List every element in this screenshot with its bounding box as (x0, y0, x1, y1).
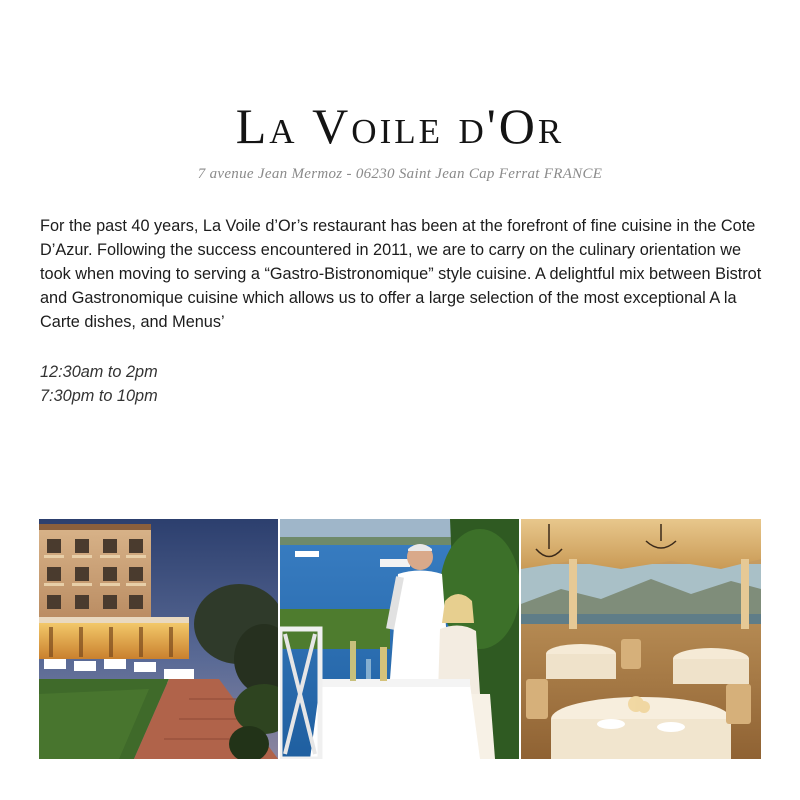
chef-guest-photo (280, 519, 519, 759)
lunch-hours: 12:30am to 2pm (40, 363, 158, 381)
hotel-exterior-photo (39, 519, 278, 759)
address: 7 avenue Jean Mermoz - 06230 Saint Jean Cap Ferrat FRANCE (197, 166, 603, 182)
dinner-hours: 7:30pm to 10pm (40, 387, 158, 405)
photo-strip (39, 519, 761, 759)
restaurant-title: La Voile d'Or (235, 98, 565, 154)
terrace-dining-photo (521, 519, 761, 759)
opening-hours (40, 360, 158, 408)
description-text: For the past 40 years, La Voile d’Or’s restaurant has been at the forefront of fine cuisine in the Cote D’Azur. Following the success encountered in 2011, we are to carry on the culinary orientation we took when moving to serving a “Gastro-Bistronomique” style cuisine. A delightful mix between Bistrot and Gastronomique cuisine which allows us to offer a large selection of the most exceptional A la Carte dishes, and Menus’ (40, 217, 762, 331)
